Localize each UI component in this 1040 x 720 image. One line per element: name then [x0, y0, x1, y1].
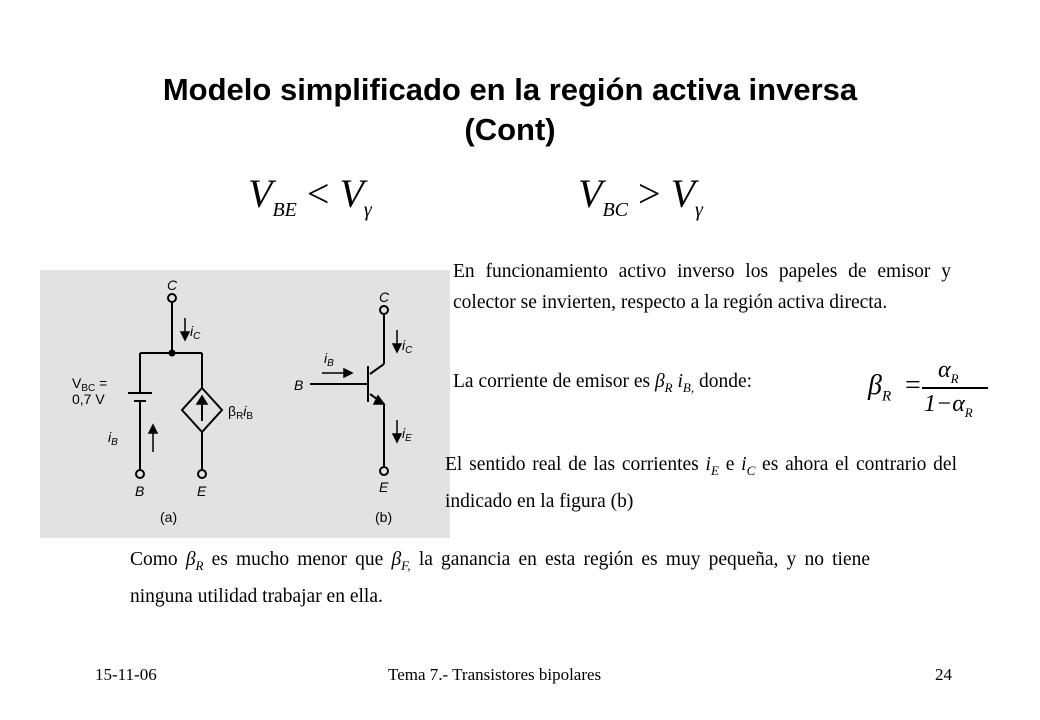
footer-page-number: 24	[935, 665, 952, 684]
label-b-c: C	[379, 289, 390, 305]
formula-numerator: $\alpha_R$	[938, 357, 959, 386]
formula-denominator: $1-\alpha_R$	[924, 391, 973, 420]
condition-vbe: $V_{BE} < V_\gamma$	[248, 171, 372, 221]
label-b-ie: $i_E$	[402, 425, 412, 444]
label-b-ic: $i_C$	[402, 337, 413, 356]
label-a-ib: $i_B$	[108, 429, 118, 448]
formula-equals: =	[905, 370, 921, 401]
label-b-ib: $i_B$	[324, 350, 334, 369]
fraction-bar	[922, 387, 988, 389]
footer-date: 15-11-06	[95, 665, 157, 684]
label-vbc-value: 0,7 V	[72, 391, 105, 407]
formula-lhs: $\beta_R$	[868, 370, 892, 405]
label-a-b: B	[135, 483, 145, 499]
caption-b: (b)	[375, 509, 393, 525]
title-line-2: (Cont)	[464, 112, 556, 147]
title-line-1: Modelo simplificado en la región activa inversa	[162, 72, 858, 107]
footer-topic: Tema 7.- Transistores bipolares	[388, 665, 602, 684]
slide-title	[60, 70, 960, 150]
label-vbc: $V_{BC}$ =	[72, 375, 108, 394]
label-a-c: C	[167, 277, 178, 293]
paragraph-emitter-current: La corriente de emisor es $\beta_R$ $i_{B,}$ donde:	[453, 371, 753, 395]
caption-a: (a)	[160, 509, 178, 525]
circuit-a	[128, 294, 222, 478]
condition-vbc: $V_{BC} > V_\gamma$	[578, 171, 703, 221]
circuit-figure	[40, 270, 450, 538]
label-source: $\beta_Ri_B$	[228, 403, 254, 422]
paragraph-gain-conclusion: Como $\beta_R$ es mucho menor que $\beta_{F,}$ la ganancia en esta región es muy pequeña, y no tiene ninguna utilidad trabajar en ella.	[130, 549, 870, 607]
label-a-ic: $i_C$	[190, 323, 201, 342]
circuit-b	[310, 306, 388, 475]
label-b-e: E	[379, 479, 389, 495]
paragraph-current-direction: El sentido real de las corrientes $i_E$ e $i_C$ es ahora el contrario del indicado en la figura (b)	[445, 454, 958, 512]
circuit-diagrams	[40, 270, 450, 538]
paragraph-inverse-active: En funcionamiento activo inverso los papeles de emisor y colector se invierten, respecto a la región activa directa.	[453, 261, 951, 313]
label-a-e: E	[197, 483, 207, 499]
label-b-b: B	[294, 377, 304, 393]
node-dot	[169, 350, 176, 357]
